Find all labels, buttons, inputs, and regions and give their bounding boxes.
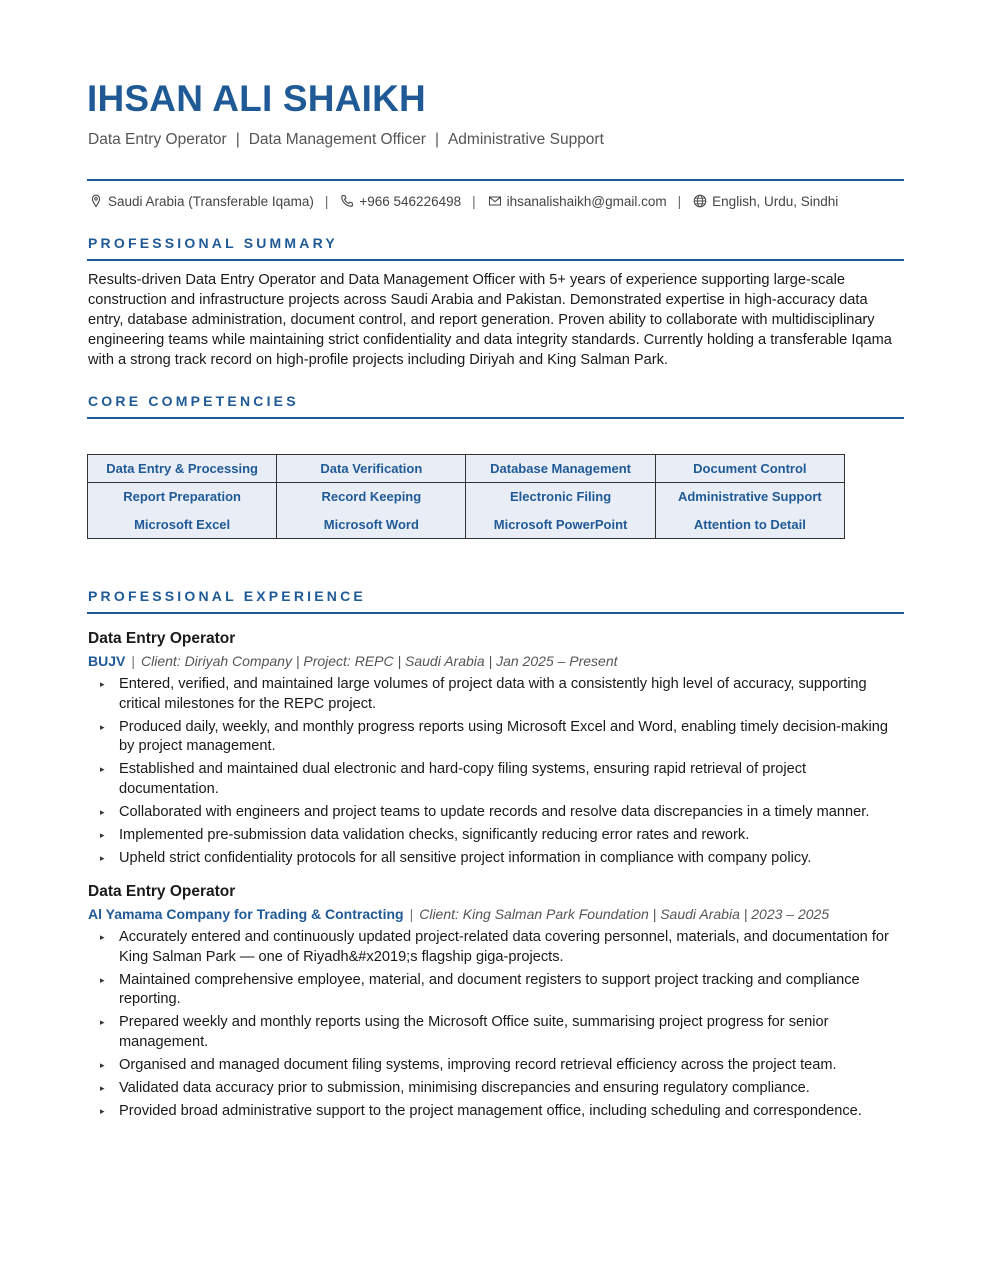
candidate-name: IHSAN ALI SHAIKH xyxy=(87,78,426,119)
title-1: Data Entry Operator xyxy=(88,131,227,148)
bullet-arrow-icon: ▸ xyxy=(100,932,105,942)
email-icon xyxy=(487,193,503,209)
email-text[interactable]: ihsanalishaikh@gmail.com xyxy=(506,193,667,209)
competencies-divider xyxy=(87,417,904,419)
list-item xyxy=(100,826,900,846)
job-bullets xyxy=(100,675,900,872)
bullet-text: Validated data accuracy prior to submission, minimising discrepancies and ensuring regulatory compliance. xyxy=(119,1079,810,1096)
competency-cell: Data Entry & Processing xyxy=(88,455,277,483)
list-item xyxy=(100,803,900,823)
list-item xyxy=(100,849,900,869)
list-item xyxy=(100,971,900,1010)
contact-separator: | xyxy=(472,193,476,209)
summary-text: Results-driven Data Entry Operator and Data Management Officer with 5+ years of experience supporting large-scale construction and infrastructure projects across Saudi Arabia and Pakistan. Demonstrated expertise in high-accuracy data entry, database administration, document control, and report generation. Proven ability to collaborate with multidisciplinary engineering teams while maintaining strict confidentiality and data integrity standards. Currently holding a transferable Iqama with a strong track record on high-profile projects including Diriyah and King Salman Park. xyxy=(88,272,892,368)
bullet-arrow-icon: ▸ xyxy=(100,764,105,774)
phone-text: +966 546226498 xyxy=(359,193,462,209)
competency-cell: Database Management xyxy=(466,455,655,483)
list-item xyxy=(100,928,900,967)
title-2: Data Management Officer xyxy=(248,131,426,148)
competencies-row xyxy=(88,455,845,483)
bullet-text: Accurately entered and continuously updated project-related data covering personnel, materials, and documentation for King Salman Park — one of Riyadh&#x2019;s flagship giga-projects. xyxy=(119,929,889,965)
title-separator: | xyxy=(235,131,240,148)
competency-cell: Attention to Detail xyxy=(655,511,844,539)
bullet-arrow-icon: ▸ xyxy=(100,974,105,985)
job-title: Data Entry Operator xyxy=(88,630,236,647)
bullet-text: Provided broad administrative support to the project management office, including scheduling and correspondence. xyxy=(119,1102,862,1119)
bullet-arrow-icon: ▸ xyxy=(100,1082,105,1093)
competency-cell: Administrative Support xyxy=(655,483,844,511)
list-item xyxy=(100,718,900,757)
list-item xyxy=(100,1079,900,1099)
contact-separator: | xyxy=(677,193,682,209)
bullet-arrow-icon: ▸ xyxy=(100,829,105,840)
title-separator: | xyxy=(434,131,439,148)
bullet-text: Prepared weekly and monthly reports using the Microsoft Office suite, summarising project progress for senior management. xyxy=(119,1014,829,1050)
job-title: Data Entry Operator xyxy=(88,883,236,900)
phone-icon xyxy=(339,193,355,209)
bullet-text: Collaborated with engineers and project teams to update records and resolve data discrepancies in a timely manner. xyxy=(119,803,870,820)
competency-cell: Electronic Filing xyxy=(466,483,655,511)
list-item xyxy=(100,1102,900,1122)
summary-heading: PROFESSIONAL SUMMARY xyxy=(88,235,338,251)
bullet-text: Established and maintained dual electronic and hard-copy filing systems, ensuring rapid retrieval of project documentation. xyxy=(119,761,807,797)
bullet-arrow-icon: ▸ xyxy=(100,1059,105,1070)
list-item xyxy=(100,1013,900,1052)
competencies-table xyxy=(87,454,845,539)
bullet-arrow-icon: ▸ xyxy=(100,852,105,863)
competency-cell: Microsoft PowerPoint xyxy=(466,511,655,539)
competency-cell: Microsoft Word xyxy=(277,511,466,539)
competency-cell: Report Preparation xyxy=(88,483,277,511)
bullet-arrow-icon: ▸ xyxy=(100,806,105,817)
meta-separator: | xyxy=(131,653,135,669)
bullet-arrow-icon: ▸ xyxy=(100,679,105,689)
experience-divider xyxy=(87,612,904,614)
competency-cell: Record Keeping xyxy=(277,483,466,511)
meta-separator: | xyxy=(409,906,414,922)
bullet-arrow-icon: ▸ xyxy=(100,1105,105,1116)
competencies-row xyxy=(88,483,845,511)
languages-text: English, Urdu, Sindhi xyxy=(712,193,839,209)
bullet-text: Entered, verified, and maintained large volumes of project data with a consistently high level of accuracy, supporting critical milestones for the REPC project. xyxy=(119,676,867,712)
bullet-text: Produced daily, weekly, and monthly progress reports using Microsoft Excel and Word, enabling timely decision-making by project management. xyxy=(119,718,888,754)
globe-icon xyxy=(692,193,708,209)
list-item xyxy=(100,760,900,799)
job-details: Client: Diriyah Company | Project: REPC | Saudi Arabia | Jan 2025 – Present xyxy=(141,653,618,669)
contact-bar xyxy=(88,193,838,209)
header-divider xyxy=(87,179,904,181)
bullet-text: Implemented pre-submission data validation checks, significantly reducing error rates and rework. xyxy=(119,826,750,843)
company-name: BUJV xyxy=(88,653,126,669)
list-item xyxy=(100,675,900,714)
competency-cell: Data Verification xyxy=(277,455,466,483)
job-meta xyxy=(88,653,618,669)
headline-titles xyxy=(88,131,604,149)
competencies-row xyxy=(88,511,845,539)
competency-cell: Document Control xyxy=(655,455,844,483)
job-meta xyxy=(88,906,829,922)
competency-cell: Microsoft Excel xyxy=(88,511,277,539)
title-3: Administrative Support xyxy=(447,131,604,148)
list-item xyxy=(100,1056,900,1076)
location-pin-icon xyxy=(88,193,104,209)
job-details: Client: King Salman Park Foundation | Saudi Arabia | 2023 – 2025 xyxy=(419,906,830,922)
contact-separator: | xyxy=(324,193,329,209)
experience-heading: PROFESSIONAL EXPERIENCE xyxy=(88,588,366,604)
bullet-text: Organised and managed document filing systems, improving record retrieval efficiency across the project team. xyxy=(119,1056,837,1073)
bullet-arrow-icon: ▸ xyxy=(100,1017,105,1027)
company-name: Al Yamama Company for Trading & Contracting xyxy=(88,906,404,922)
bullet-arrow-icon: ▸ xyxy=(100,721,105,732)
summary-divider xyxy=(87,259,904,261)
location-text: Saudi Arabia (Transferable Iqama) xyxy=(108,193,314,209)
job-bullets xyxy=(100,928,900,1125)
bullet-text: Maintained comprehensive employee, material, and document registers to support project tracking and compliance reporting. xyxy=(119,971,860,1007)
competencies-heading: CORE COMPETENCIES xyxy=(88,393,299,409)
bullet-text: Upheld strict confidentiality protocols for all sensitive project information in compliance with company policy. xyxy=(119,849,812,866)
